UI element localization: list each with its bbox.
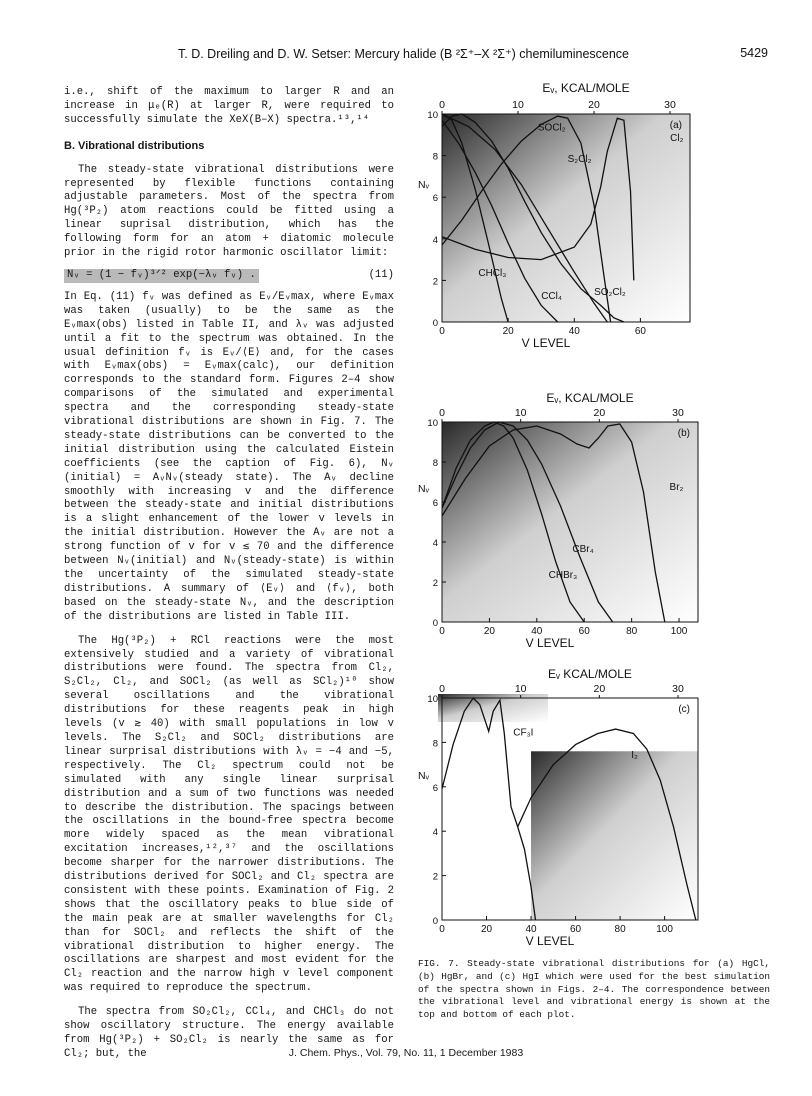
x-tick-label: 60 bbox=[634, 326, 646, 337]
y-tick-label: 0 bbox=[432, 618, 438, 629]
y-tick-label: 4 bbox=[432, 234, 438, 246]
top-tick-label: 20 bbox=[588, 99, 600, 111]
y-tick-label: 2 bbox=[432, 871, 438, 883]
plot-background bbox=[531, 751, 698, 920]
x-tick-label: 80 bbox=[614, 924, 626, 935]
series-label: SOCl₂ bbox=[537, 122, 566, 134]
x-tick-label: 60 bbox=[570, 924, 582, 935]
top-tick-label: 30 bbox=[672, 683, 684, 695]
paragraph-4: The spectra from SO₂Cl₂, CCl₄, and CHCl₃ do not show oscillatory structure. The energy available from Hg(³P₂) + SO₂Cl₂ is nearly the same as for Cl₂; but, the bbox=[64, 1006, 394, 1060]
x-tick-label: 60 bbox=[578, 626, 590, 637]
section-heading: B. Vibrational distributions bbox=[64, 139, 205, 152]
top-axis-label: Eᵥ, KCAL/MOLE bbox=[542, 82, 630, 95]
x-tick-label: 0 bbox=[439, 924, 445, 935]
figure-caption: FIG. 7. Steady-state vibrational distributions for (a) HgCl, (b) HgBr, and (c) HgI which were used for the best simulation of the spectra shown in Figs. 2–4. The correspondence between the vibrational level and vibrational energy is shown at the top and bottom of each plot. bbox=[418, 958, 770, 1021]
top-tick-label: 10 bbox=[514, 407, 527, 419]
top-tick-label: 30 bbox=[664, 99, 676, 111]
top-tick-label: 20 bbox=[593, 407, 606, 419]
top-axis-label: Eᵥ, KCAL/MOLE bbox=[546, 392, 634, 405]
x-axis-label: V LEVEL bbox=[525, 636, 575, 650]
figure-7b bbox=[412, 392, 712, 657]
figure-7a bbox=[412, 82, 712, 372]
y-tick-label: 8 bbox=[432, 151, 438, 163]
paragraph-1: The steady-state vibrational distributions were represented by flexible functions containing adjustable parameters. Most of the spectra from Hg(³P₂) atom reactions could be fitted using a linear suprisal distribution, which has the following form for an atom + diatomic molecule prior in the rigid rotor harmonic oscillator limit: bbox=[64, 163, 394, 260]
y-axis-label: Nᵥ bbox=[418, 770, 429, 782]
top-tick-label: 10 bbox=[514, 683, 527, 695]
series-label: CBr₄ bbox=[572, 544, 594, 555]
chart-svg bbox=[412, 392, 712, 657]
x-tick-label: 0 bbox=[439, 626, 445, 637]
x-tick-label: 80 bbox=[626, 626, 638, 637]
left-column bbox=[64, 86, 394, 1062]
chart-svg bbox=[412, 668, 712, 948]
x-tick-label: 0 bbox=[439, 326, 445, 337]
y-tick-label: 4 bbox=[432, 538, 438, 549]
paragraph-3: The Hg(³P₂) + RCl reactions were the most extensively studied and a variety of vibrational distributions were found. The spectra from Cl₂, S₂Cl₂, Cl₂, and SOCl₂ (as well as SCl₂)¹⁰ show several oscillations and the vibrational distributions for these reagents peak in high levels (v ≳ 40) with small populations in low v levels. The S₂Cl₂ and SOCl₂ distributions are linear surprisal distributions with λᵥ = −4 and −5, respectively. The Cl₂ spectrum could not be simulated with any single linear surprisal distribution and a sum of two functions was needed to describe the distribution. The spacings between the oscillations in the bound-free spectra become more widely spaced as the mean vibrational excitation increases,¹²,³⁷ and the oscillations become sharper for the narrower distributions. The distributions derived for SOCl₂ and Cl₂ spectra are consistent with these points. Examination of Fig. 2 shows that the oscillatory peaks to blue side of the main peak are at smaller wavelengths for Cl₂ than for SOCl₂ and reflects the shift of the vibrational distribution to higher energy. The oscillations are sharpest and most evident for the Cl₂ reaction and the narrow high v level component was required to reproduce the spectrum. bbox=[64, 634, 394, 995]
equation-number: (11) bbox=[368, 268, 394, 281]
y-tick-label: 10 bbox=[427, 418, 438, 429]
chart-svg bbox=[412, 82, 712, 372]
equation-11 bbox=[64, 269, 394, 283]
y-axis-label: Nᵥ bbox=[418, 179, 429, 191]
series-label: S₂Cl₂ bbox=[567, 153, 592, 165]
y-tick-label: 2 bbox=[432, 276, 438, 288]
y-tick-label: 10 bbox=[427, 110, 438, 121]
series-label: CF₃I bbox=[513, 727, 534, 739]
y-tick-label: 0 bbox=[432, 916, 438, 927]
plot-background bbox=[442, 114, 690, 322]
top-tick-label: 0 bbox=[439, 99, 445, 111]
panel-label: (a) bbox=[669, 120, 682, 131]
series-label: SO₂Cl₂ bbox=[594, 286, 626, 298]
series-label: CHBr₃ bbox=[548, 570, 578, 581]
x-tick-label: 100 bbox=[656, 924, 673, 935]
series-label: CHCl₃ bbox=[478, 268, 507, 280]
top-tick-label: 20 bbox=[593, 683, 606, 695]
equation-text: Nᵥ = (1 − fᵥ)³ᐟ² exp(−λᵥ fᵥ) . bbox=[64, 269, 259, 283]
page-number: 5429 bbox=[740, 46, 768, 60]
top-tick-label: 0 bbox=[439, 683, 445, 695]
y-axis-label: Nᵥ bbox=[418, 483, 429, 495]
x-tick-label: 40 bbox=[568, 326, 580, 337]
y-tick-label: 8 bbox=[432, 458, 438, 469]
y-tick-label: 6 bbox=[432, 782, 438, 794]
y-tick-label: 0 bbox=[432, 318, 438, 329]
series-label: Cl₂ bbox=[670, 133, 684, 145]
y-tick-label: 8 bbox=[432, 738, 438, 750]
y-tick-label: 6 bbox=[432, 498, 438, 509]
series-label: I₂ bbox=[631, 749, 638, 761]
figure-7c bbox=[412, 668, 712, 948]
x-axis-label: V LEVEL bbox=[525, 934, 575, 948]
y-tick-label: 4 bbox=[432, 827, 438, 839]
paragraph-2: In Eq. (11) fᵥ was defined as Eᵥ/Eᵥmax, where Eᵥmax was taken (usually) to be the same as the Eᵥmax(obs) listed in Table II, and λᵥ was adjusted until a fit to the spectrum was obtained. In the usual definition fᵥ is Eᵥ/⟨E⟩ and, for the cases with Eᵥmax(obs) = Eᵥmax(calc), our definition corresponds to the standard form. Figures 2–4 show comparisons of the simulated and experimental spectra and the corresponding steady-state vibrational distributions are shown in Fig. 7. The steady-state distributions can be converted to the initial distribution using the calculated Eistein coefficients (see the caption of Fig. 6), Nᵥ (initial) = AᵥNᵥ(steady state). The Aᵥ decline smoothly with increasing v and the difference between the steady-state and initial distributions is a slight enhancement of the lower v levels in the initial distribution. However the Aᵥ are not a strong function of v for v ≲ 70 and the difference between Nᵥ(initial) and Nᵥ(steady-state) is within the uncertainty of the simulated steady-state distributions. A summary of ⟨Eᵥ⟩ and ⟨fᵥ⟩, both based on the steady-state Nᵥ, and the description of the distributions are listed in Table III. bbox=[64, 290, 394, 623]
top-tick-label: 0 bbox=[439, 407, 445, 419]
page-header bbox=[118, 46, 768, 68]
intro-paragraph: i.e., shift of the maximum to larger R and an increase in μₑ(R) at larger R, were required to successfully simulate the XeX(B–X) spectra.¹³,¹⁴ bbox=[64, 86, 394, 126]
x-tick-label: 20 bbox=[483, 626, 495, 637]
top-tick-label: 10 bbox=[512, 99, 524, 111]
panel-label: (c) bbox=[678, 704, 690, 715]
y-tick-label: 10 bbox=[427, 694, 438, 705]
x-tick-label: 20 bbox=[480, 924, 493, 935]
journal-footer: J. Chem. Phys., Vol. 79, No. 11, 1 December 1983 bbox=[288, 1047, 524, 1059]
y-tick-label: 2 bbox=[432, 578, 438, 589]
top-axis-label: Eᵥ KCAL/MOLE bbox=[548, 668, 632, 681]
series-label: CCl₄ bbox=[541, 291, 562, 303]
x-axis-label: V LEVEL bbox=[521, 336, 571, 350]
running-title: T. D. Dreiling and D. W. Setser: Mercury halide (B ²Σ⁺–X ²Σ⁺) chemiluminescence bbox=[178, 47, 630, 61]
x-tick-label: 40 bbox=[531, 626, 543, 637]
top-tick-label: 30 bbox=[672, 407, 684, 419]
series-label: Br₂ bbox=[669, 482, 684, 493]
x-tick-label: 20 bbox=[502, 326, 514, 337]
x-tick-label: 40 bbox=[525, 924, 537, 935]
panel-label: (b) bbox=[677, 428, 690, 439]
x-tick-label: 100 bbox=[670, 626, 688, 637]
y-tick-label: 6 bbox=[432, 193, 438, 205]
